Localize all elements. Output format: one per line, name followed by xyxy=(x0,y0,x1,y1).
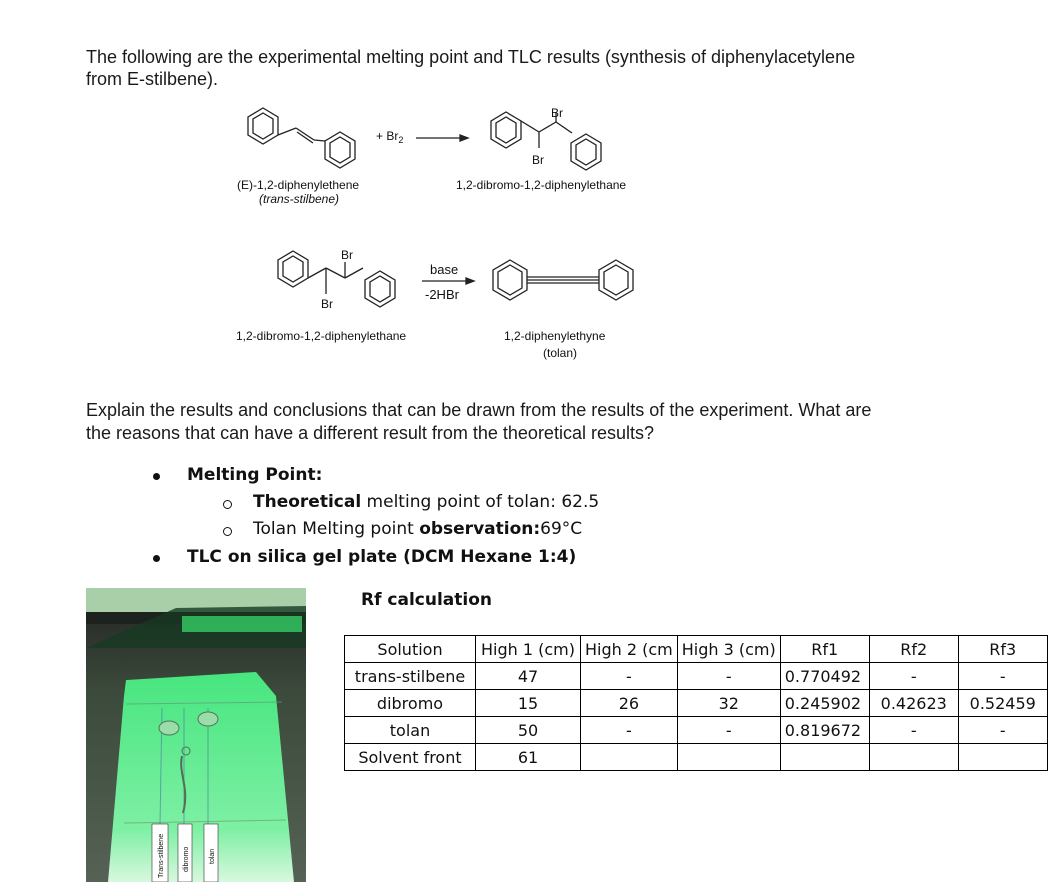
question-line-1: Explain the results and conclusions that can be drawn from the results of the experiment. What are xyxy=(86,400,872,420)
table-cell: 50 xyxy=(476,717,581,744)
header-cell: Rf1 xyxy=(780,636,869,663)
table-cell: 47 xyxy=(476,663,581,690)
bullet-dot-2 xyxy=(153,555,160,562)
bullet-dot-1 xyxy=(153,473,160,480)
lane-label-tolan: tolan xyxy=(209,848,216,864)
table-row xyxy=(345,717,1048,744)
table-cell: dibromo xyxy=(345,690,476,717)
table-row xyxy=(345,744,1048,771)
stilbene-alias: (trans-stilbene) xyxy=(259,192,340,206)
reaction-scheme xyxy=(0,0,1055,380)
table-cell: - xyxy=(958,663,1047,690)
table-cell: 0.42623 xyxy=(869,690,958,717)
table-cell: tolan xyxy=(345,717,476,744)
br-label-bottom-1: Br xyxy=(532,153,544,167)
reagent-minus-hbr: -2HBr xyxy=(425,287,459,302)
dibromo-structure-1 xyxy=(491,112,601,170)
product1-name: 1,2-dibromo-1,2-diphenylethane xyxy=(456,178,627,192)
table-cell: 26 xyxy=(581,690,678,717)
header-cell: Solution xyxy=(345,636,476,663)
table-row xyxy=(345,690,1048,717)
table-cell: - xyxy=(581,717,678,744)
intro-line-2: from E-stilbene). xyxy=(86,69,219,89)
reagent-base: base xyxy=(430,262,459,277)
table-cell xyxy=(869,744,958,771)
tolan-alias: (tolan) xyxy=(543,346,578,360)
mp-observation: Tolan Melting point observation:69°C xyxy=(253,519,583,539)
rf-caption: Rf calculation xyxy=(361,590,492,610)
table-cell: trans-stilbene xyxy=(345,663,476,690)
table-header-row xyxy=(345,636,1048,663)
dibromo-structure-2 xyxy=(278,251,395,307)
tlc-heading: TLC on silica gel plate (DCM Hexane 1:4) xyxy=(187,547,577,567)
br-label-top-1: Br xyxy=(551,106,563,120)
br-label-bottom-2: Br xyxy=(321,297,333,311)
table-cell: 32 xyxy=(677,690,780,717)
tlc-photo-drawing xyxy=(86,588,306,882)
tolan-structure xyxy=(493,260,633,300)
table-cell: 0.770492 xyxy=(780,663,869,690)
header-cell: High 3 (cm) xyxy=(677,636,780,663)
table-cell: 15 xyxy=(476,690,581,717)
table-cell: - xyxy=(958,717,1047,744)
table-cell: 0.245902 xyxy=(780,690,869,717)
question-text xyxy=(86,399,986,445)
lane-label-stilbene: Trans-stilbene xyxy=(158,833,165,878)
reagent-br2: + $Br_2$ xyxy=(376,129,404,145)
bullet-ring-2 xyxy=(223,527,232,536)
table-cell xyxy=(958,744,1047,771)
mp-theoretical: Theoretical melting point of tolan: 62.5 xyxy=(253,492,600,512)
stilbene-structure xyxy=(248,108,355,168)
table-cell: 0.819672 xyxy=(780,717,869,744)
table-cell: - xyxy=(581,663,678,690)
br-label-top-2: Br xyxy=(341,248,353,262)
table-cell xyxy=(581,744,678,771)
table-cell: - xyxy=(869,663,958,690)
start2-name: 1,2-dibromo-1,2-diphenylethane xyxy=(236,329,407,343)
lane-label-dibromo: dibromo xyxy=(183,846,190,872)
tolan-name: 1,2-diphenylethyne xyxy=(504,329,606,343)
table-cell: - xyxy=(677,663,780,690)
table-cell: 61 xyxy=(476,744,581,771)
header-cell: High 2 (cm xyxy=(581,636,678,663)
header-cell: Rf3 xyxy=(958,636,1047,663)
intro-line-1: The following are the experimental melting point and TLC results (synthesis of diphenylacetylene xyxy=(86,47,856,67)
table-cell: - xyxy=(869,717,958,744)
header-cell: High 1 (cm) xyxy=(476,636,581,663)
table-cell: 0.52459 xyxy=(958,690,1047,717)
table-row xyxy=(345,663,1048,690)
header-cell: Rf2 xyxy=(869,636,958,663)
table-cell: Solvent front xyxy=(345,744,476,771)
bullet-ring-1 xyxy=(223,500,232,509)
stilbene-name: (E)-1,2-diphenylethene xyxy=(237,178,360,192)
tlc-photo xyxy=(86,588,306,882)
mp-heading: Melting Point: xyxy=(187,465,323,485)
rf-table xyxy=(344,635,1048,771)
table-cell: - xyxy=(677,717,780,744)
table-cell xyxy=(677,744,780,771)
question-line-2: the reasons that can have a different result from the theoretical results? xyxy=(86,423,654,443)
table-cell xyxy=(780,744,869,771)
